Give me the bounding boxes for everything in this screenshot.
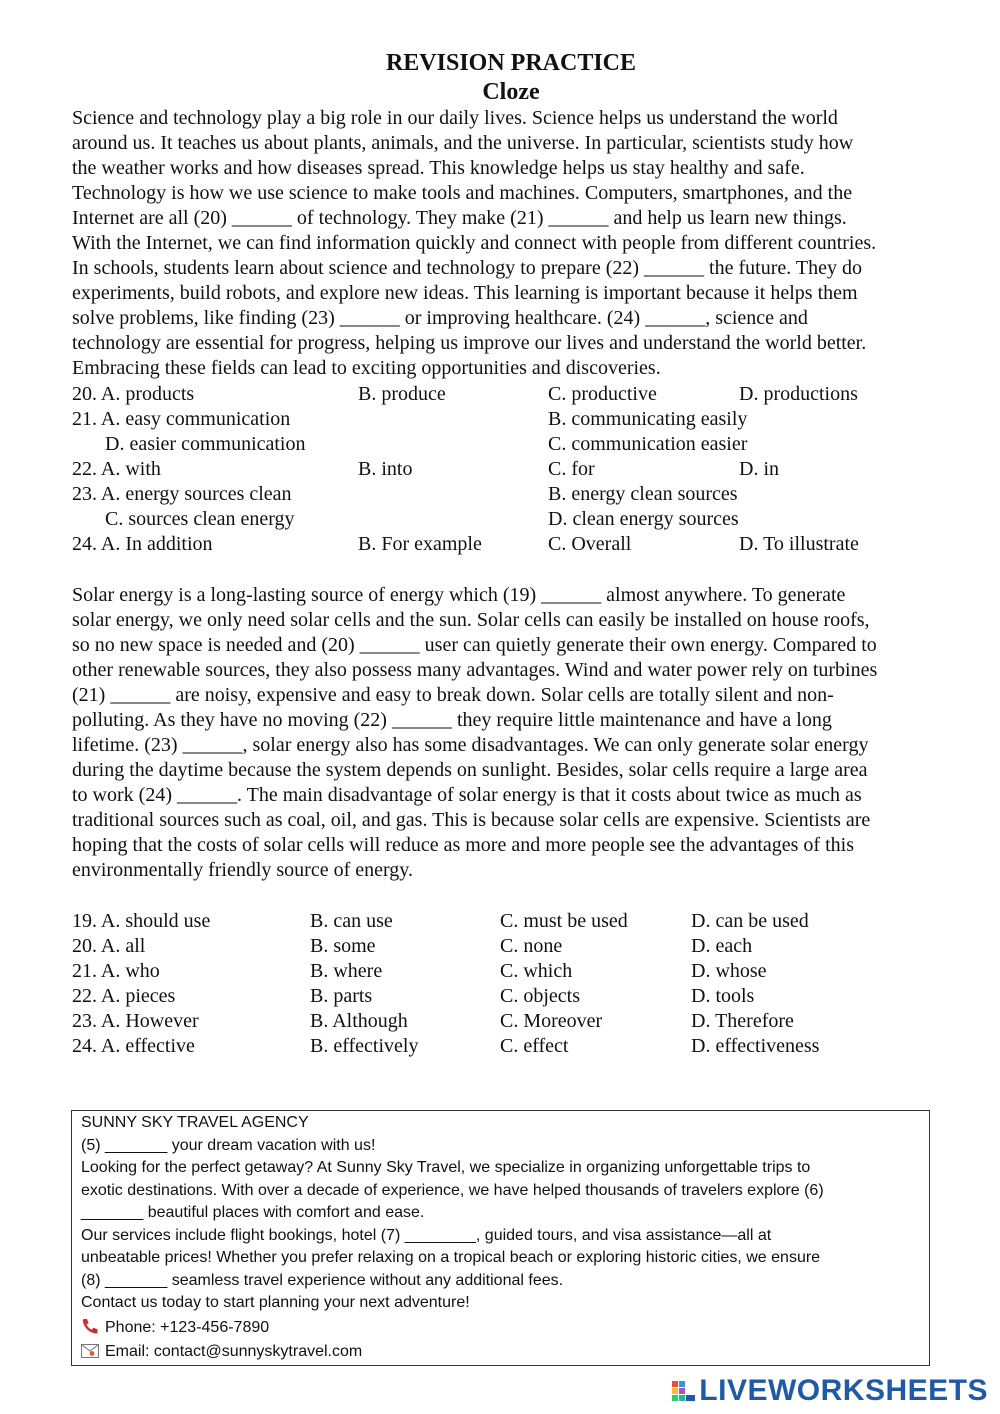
option[interactable]: B. communicating easily <box>548 408 748 430</box>
option[interactable]: D. effectiveness <box>691 1035 820 1057</box>
passage-line: to work (24) ______. The main disadvantage of solar energy is that it costs about twice as much as <box>72 784 862 806</box>
option[interactable]: 23. A. However <box>72 1010 199 1032</box>
email-text: Email: contact@sunnyskytravel.com <box>105 1343 363 1360</box>
option[interactable]: 20. A. products <box>72 383 195 405</box>
page-title: REVISION PRACTICE <box>385 50 637 76</box>
brand-name: LIVEWORKSHEETS <box>699 1374 988 1407</box>
option[interactable]: C. none <box>500 935 563 957</box>
passage-line: so no new space is needed and (20) ______ user can quietly generate their own energy. Compared to <box>72 634 877 656</box>
passage-line: solar energy, we only need solar cells and the sun. Solar cells can easily be installed on house roofs, <box>72 609 870 631</box>
option[interactable]: D. clean energy sources <box>548 508 739 530</box>
option[interactable]: C. for <box>548 458 595 480</box>
question-row <box>72 407 952 432</box>
option[interactable]: 20. A. all <box>72 935 146 957</box>
question-row <box>72 984 952 1009</box>
ad-line: Our services include flight bookings, hotel (7) ________, guided tours, and visa assistance—all at <box>81 1227 772 1244</box>
option[interactable]: B. For example <box>358 533 482 555</box>
liveworksheets-brand <box>671 1374 988 1408</box>
option[interactable]: D. each <box>691 935 753 957</box>
option[interactable]: D. productions <box>739 383 858 405</box>
passage-line: technology are essential for progress, helping us improve our lives and understand the world better. <box>72 332 867 354</box>
option[interactable]: 21. A. who <box>72 960 160 982</box>
phone-icon <box>81 1318 99 1334</box>
option[interactable]: D. in <box>739 458 779 480</box>
passage-line: experiments, build robots, and explore new ideas. This learning is important because it helps them <box>72 282 858 304</box>
passage-line: With the Internet, we can find information quickly and connect with people from different countries. <box>72 232 877 254</box>
option[interactable]: C. which <box>500 960 573 982</box>
question-row <box>72 457 952 482</box>
question-row <box>72 959 952 984</box>
question-row <box>72 532 952 557</box>
ad-email <box>81 1341 362 1364</box>
passage-line: environmentally friendly source of energy. <box>72 859 413 881</box>
question-row <box>72 432 952 457</box>
option[interactable]: B. some <box>310 935 376 957</box>
passage-line: other renewable sources, they also possess many advantages. Wind and water power rely on turbines <box>72 659 878 681</box>
passage-line: solve problems, like finding (23) ______ or improving healthcare. (24) ______, science and <box>72 307 808 329</box>
liveworksheets-logo-icon <box>671 1378 697 1404</box>
option[interactable]: D. easier communication <box>105 433 306 455</box>
page-subtitle: Cloze <box>482 79 540 105</box>
ad-line: SUNNY SKY TRAVEL AGENCY <box>81 1114 309 1131</box>
option[interactable]: B. parts <box>310 985 373 1007</box>
question-row <box>72 482 952 507</box>
option[interactable]: 21. A. easy communication <box>72 408 291 430</box>
travel-ad-box <box>71 1110 930 1366</box>
option[interactable]: D. tools <box>691 985 755 1007</box>
passage-line: Embracing these fields can lead to exciting opportunities and discoveries. <box>72 357 661 379</box>
option[interactable]: C. productive <box>548 383 657 405</box>
ad-phone <box>81 1317 269 1340</box>
option[interactable]: B. energy clean sources <box>548 483 738 505</box>
option[interactable]: 19. A. should use <box>72 910 211 932</box>
ad-line: Looking for the perfect getaway? At Sunny Sky Travel, we specialize in organizing unforgettable trips to <box>81 1159 811 1176</box>
question-row <box>72 934 952 959</box>
option[interactable]: D. can be used <box>691 910 809 932</box>
question-row <box>72 382 952 407</box>
option[interactable]: 24. A. effective <box>72 1035 195 1057</box>
passage-line: (21) ______ are noisy, expensive and easy to break down. Solar cells are totally silent and non- <box>72 684 834 706</box>
passage-line: Science and technology play a big role in our daily lives. Science helps us understand the world <box>72 107 838 129</box>
option[interactable]: B. produce <box>358 383 446 405</box>
option[interactable]: C. effect <box>500 1035 569 1057</box>
phone-text: Phone: +123-456-7890 <box>105 1319 270 1336</box>
passage-2 <box>72 583 962 883</box>
passage-line: lifetime. (23) ______, solar energy also has some disadvantages. We can only generate solar energy <box>72 734 869 756</box>
option[interactable]: 24. A. In addition <box>72 533 213 555</box>
option[interactable]: D. To illustrate <box>739 533 859 555</box>
option[interactable]: 22. A. pieces <box>72 985 176 1007</box>
passage-line: Technology is how we use science to make tools and machines. Computers, smartphones, and the <box>72 182 853 204</box>
option[interactable]: C. Overall <box>548 533 632 555</box>
ad-line: Contact us today to start planning your next adventure! <box>81 1294 470 1311</box>
option[interactable]: B. effectively <box>310 1035 419 1057</box>
option[interactable]: 22. A. with <box>72 458 161 480</box>
question-set-2 <box>72 909 952 1059</box>
ad-line: (8) _______ seamless travel experience without any additional fees. <box>81 1272 564 1289</box>
option[interactable]: 23. A. energy sources clean <box>72 483 292 505</box>
option[interactable]: C. objects <box>500 985 580 1007</box>
question-set-1 <box>72 382 952 557</box>
passage-line: Solar energy is a long-lasting source of energy which (19) ______ almost anywhere. To generate <box>72 584 846 606</box>
option[interactable]: B. can use <box>310 910 393 932</box>
option[interactable]: C. sources clean energy <box>105 508 295 530</box>
passage-line: during the daytime because the system depends on sunlight. Besides, solar cells require a large area <box>72 759 868 781</box>
ad-line: unbeatable prices! Whether you prefer relaxing on a tropical beach or exploring historic cities, we ensure <box>81 1249 821 1266</box>
passage-line: traditional sources such as coal, oil, and gas. This is because solar cells are expensive. Scientists are <box>72 809 871 831</box>
question-row <box>72 1034 952 1059</box>
passage-line: the weather works and how diseases spread. This knowledge helps us stay healthy and safe. <box>72 157 805 179</box>
question-row <box>72 507 952 532</box>
option[interactable]: B. where <box>310 960 383 982</box>
ad-line: _______ beautiful places with comfort and ease. <box>81 1204 425 1221</box>
option[interactable]: B. into <box>358 458 413 480</box>
option[interactable]: C. must be used <box>500 910 628 932</box>
passage-line: polluting. As they have no moving (22) ______ they require little maintenance and have a long <box>72 709 832 731</box>
option[interactable]: D. whose <box>691 960 767 982</box>
passage-line: Internet are all (20) ______ of technology. They make (21) ______ and help us learn new things. <box>72 207 847 229</box>
passage-line: around us. It teaches us about plants, animals, and the universe. In particular, scientists study how <box>72 132 854 154</box>
option[interactable]: D. Therefore <box>691 1010 794 1032</box>
envelope-icon <box>81 1344 99 1358</box>
question-row <box>72 1009 952 1034</box>
ad-line: exotic destinations. With over a decade of experience, we have helped thousands of travelers explore (6) <box>81 1182 824 1199</box>
passage-line: In schools, students learn about science and technology to prepare (22) ______ the future. They do <box>72 257 862 279</box>
passage-line: hoping that the costs of solar cells will reduce as more and more people see the advantages of this <box>72 834 854 856</box>
ad-line: (5) _______ your dream vacation with us! <box>81 1137 376 1154</box>
option[interactable]: C. Moreover <box>500 1010 603 1032</box>
passage-1 <box>72 106 962 381</box>
option[interactable]: C. communication easier <box>548 433 748 455</box>
question-row <box>72 909 952 934</box>
option[interactable]: B. Although <box>310 1010 408 1032</box>
